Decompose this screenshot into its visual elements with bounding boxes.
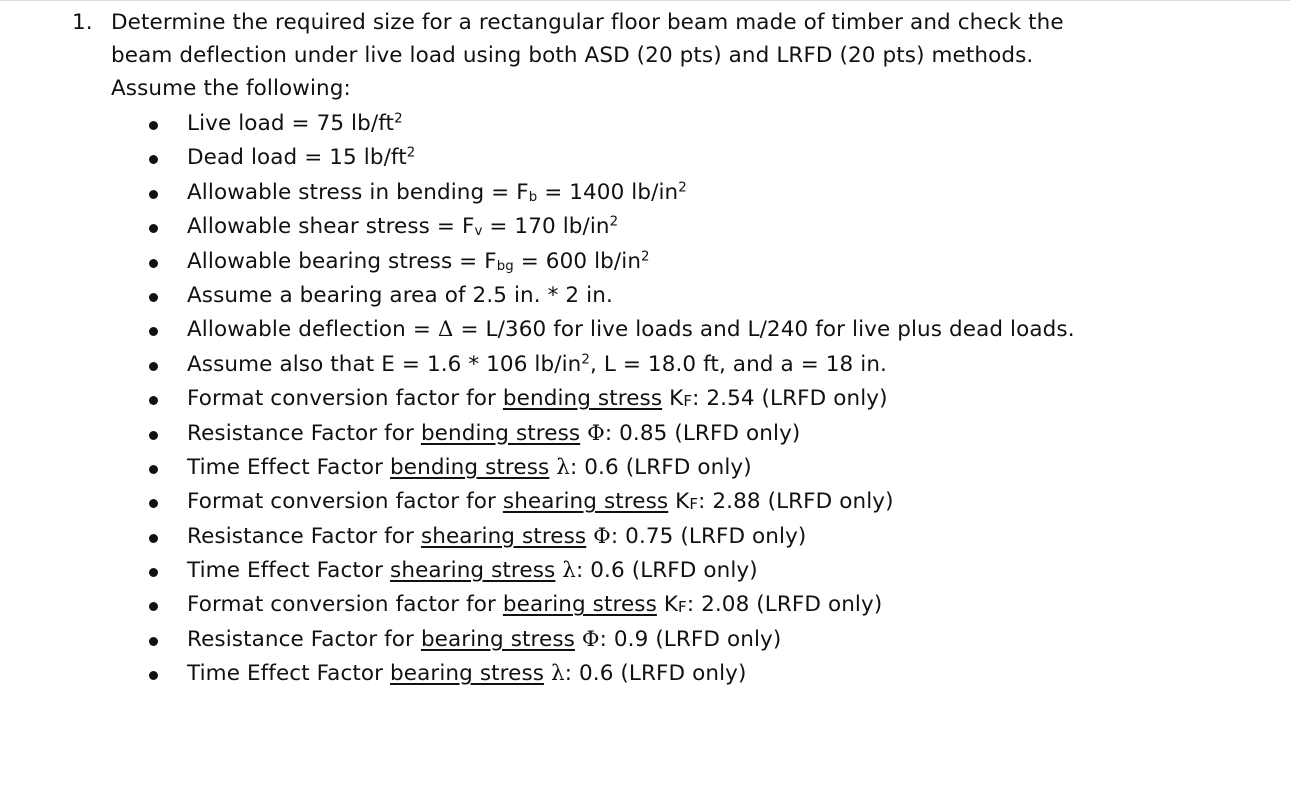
delta-symbol: Δ [437, 317, 454, 343]
question-block [72, 6, 1272, 692]
list-item-shear-stress [72, 210, 1272, 244]
list-item-live-load [72, 107, 1272, 141]
superscript: 2 [581, 352, 590, 368]
item-text: : 2.54 (LRFD only) [692, 386, 888, 412]
list-item-lambda-bending [72, 451, 1272, 485]
superscript: 2 [406, 146, 416, 162]
bullet-icon [149, 499, 158, 508]
bullet-icon [149, 190, 158, 199]
item-text: Allowable shear stress = F [187, 214, 475, 240]
bullet-icon [149, 465, 158, 474]
subscript: bg [496, 258, 514, 274]
bullet-icon [149, 671, 158, 680]
item-text: Resistance Factor for [187, 523, 421, 549]
underlined-term: bearing stress [420, 626, 575, 652]
bullet-icon [149, 259, 158, 268]
underlined-term: bending stress [502, 386, 663, 412]
underlined-term: shearing stress [502, 489, 669, 515]
item-text: K [656, 592, 679, 618]
lambda-symbol: λ [549, 454, 570, 480]
underlined-term: shearing stress [420, 523, 587, 549]
item-text: : 0.85 (LRFD only) [604, 420, 801, 446]
list-item-bending-stress [72, 176, 1272, 210]
top-divider [0, 0, 1290, 1]
underlined-term: bending stress [420, 420, 581, 446]
bullet-icon [149, 362, 158, 371]
list-item-modulus-length [72, 348, 1272, 382]
item-text: : 0.6 (LRFD only) [569, 454, 752, 480]
subscript: F [683, 391, 693, 410]
question-number: 1. [72, 10, 93, 35]
list-item-dead-load [72, 141, 1272, 175]
item-text: K [662, 386, 684, 412]
question-line: Determine the required size for a rectangular floor beam made of timber and check the [111, 10, 1064, 35]
item-text: Assume a bearing area of 2.5 in. * 2 in. [187, 282, 613, 308]
bullet-icon [149, 568, 158, 577]
item-text: = L/360 for live loads and L/240 for live plus dead loads. [453, 317, 1075, 343]
lambda-symbol: λ [555, 558, 576, 584]
underlined-term: bearing stress [390, 661, 545, 687]
list-item-kf-shearing [72, 485, 1272, 519]
list-item-bearing-stress [72, 245, 1272, 279]
bullet-icon [149, 293, 158, 302]
list-item-kf-bearing [72, 588, 1272, 622]
underlined-term: shearing stress [390, 558, 556, 584]
bullet-icon [149, 155, 158, 164]
item-text: : 0.6 (LRFD only) [564, 661, 747, 687]
item-text: Time Effect Factor [187, 661, 391, 687]
item-text: = 600 lb/in [513, 248, 642, 274]
list-item-lambda-bearing [72, 657, 1272, 691]
bullet-icon [149, 121, 158, 130]
underlined-term: bending stress [390, 454, 550, 480]
subscript: b [528, 189, 538, 205]
assumptions-list [72, 107, 1272, 692]
item-text: , L = 18.0 ft, and a = 18 in. [589, 351, 887, 377]
item-text: Assume also that E = 1.6 * 106 lb/in [187, 351, 582, 377]
item-text: : 0.75 (LRFD only) [610, 523, 807, 549]
subscript: F [678, 598, 687, 617]
item-text: Live load = 75 lb/ft [187, 111, 395, 136]
item-text: Dead load = 15 lb/ft [187, 145, 407, 171]
item-text: = 170 lb/in [482, 214, 610, 240]
item-text: Format conversion factor for [187, 592, 503, 618]
item-text: : 2.08 (LRFD only) [686, 592, 883, 618]
lambda-symbol: λ [544, 661, 565, 687]
bullet-icon [149, 327, 158, 336]
item-text: Resistance Factor for [187, 420, 421, 446]
item-text: Allowable stress in bending = F [187, 179, 529, 205]
item-text: Format conversion factor for [187, 386, 503, 412]
bullet-icon [149, 534, 158, 543]
item-text: K [668, 489, 690, 515]
question-text [111, 6, 1191, 105]
item-text: : 0.9 (LRFD only) [599, 626, 782, 652]
bullet-icon [149, 637, 158, 646]
item-text: Format conversion factor for [187, 489, 503, 515]
superscript: 2 [641, 249, 650, 265]
question-line: Assume the following: [111, 76, 351, 101]
subscript: v [474, 224, 483, 240]
item-text: Time Effect Factor [187, 454, 391, 480]
phi-symbol: Φ [580, 420, 605, 446]
item-text: Time Effect Factor [187, 558, 391, 584]
question-line: beam deflection under live load using both ASD (20 pts) and LRFD (20 pts) methods. [111, 43, 1034, 68]
list-item-lambda-shearing [72, 554, 1272, 588]
item-text: : 2.88 (LRFD only) [698, 489, 894, 515]
superscript: 2 [609, 214, 619, 230]
bullet-icon [149, 431, 158, 440]
item-text: = 1400 lb/in [537, 179, 679, 205]
item-text: : 0.6 (LRFD only) [576, 558, 758, 584]
superscript: 2 [678, 180, 687, 196]
phi-symbol: Φ [574, 626, 600, 652]
item-text: Allowable bearing stress = F [187, 248, 497, 274]
list-item-phi-bending [72, 417, 1272, 451]
list-item-phi-shearing [72, 520, 1272, 554]
list-item-bearing-area [72, 279, 1272, 313]
item-text: Allowable deflection = [187, 317, 438, 343]
superscript: 2 [394, 111, 403, 127]
subscript: F [689, 495, 699, 514]
bullet-icon [149, 602, 158, 611]
underlined-term: bearing stress [502, 592, 657, 618]
list-item-phi-bearing [72, 623, 1272, 657]
item-text: Resistance Factor for [187, 626, 421, 652]
phi-symbol: Φ [586, 523, 611, 549]
list-item-allowable-deflection [72, 313, 1272, 347]
list-item-kf-bending [72, 382, 1272, 416]
bullet-icon [149, 224, 158, 233]
bullet-icon [149, 396, 158, 405]
